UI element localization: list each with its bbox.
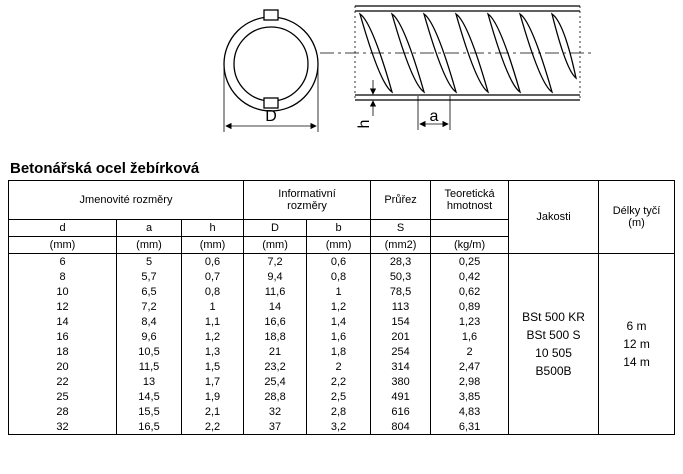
grade-item: 10 505 — [535, 346, 572, 360]
table-cell: 804 — [371, 419, 431, 435]
table-cell: 0,25 — [431, 254, 509, 270]
subheader-D: D — [244, 220, 307, 237]
table-cell: 9,6 — [117, 329, 182, 344]
dimension-D-label: D — [265, 108, 277, 125]
table-cell: 1,9 — [182, 389, 244, 404]
header-informative: Informativní rozměry — [244, 181, 371, 220]
table-cell: 37 — [244, 419, 307, 435]
table-cell: 25 — [9, 389, 117, 404]
unit-cell: (kg/m) — [431, 237, 509, 254]
dimension-a-label: a — [429, 108, 439, 125]
grades-cell — [509, 254, 599, 435]
table-cell: 16,6 — [244, 314, 307, 329]
table-body — [9, 254, 675, 435]
table-cell: 16,5 — [117, 419, 182, 435]
table-row — [9, 254, 675, 270]
table-cell: 3,85 — [431, 389, 509, 404]
table-cell: 18 — [9, 344, 117, 359]
table-cell: 78,5 — [371, 284, 431, 299]
header-lengths: Délky tyčí (m) — [599, 181, 675, 254]
unit-cell: (mm2) — [371, 237, 431, 254]
table-cell: 0,8 — [307, 269, 371, 284]
table-cell: 1 — [307, 284, 371, 299]
grade-item: BSt 500 KR — [522, 310, 585, 324]
table-cell: 3,2 — [307, 419, 371, 435]
unit-cell: (mm) — [244, 237, 307, 254]
table-cell: 2 — [307, 359, 371, 374]
table-cell: 2,5 — [307, 389, 371, 404]
table-cell: 0,6 — [307, 254, 371, 270]
table-title: Betonářská ocel žebírková — [10, 160, 200, 177]
rebar-spec-table — [8, 180, 675, 435]
table-cell: 1,7 — [182, 374, 244, 389]
table-cell: 2,98 — [431, 374, 509, 389]
table-cell: 15,5 — [117, 404, 182, 419]
table-cell: 28,8 — [244, 389, 307, 404]
length-item: 6 m — [626, 319, 647, 333]
table-cell: 0,89 — [431, 299, 509, 314]
rebar-drawing — [0, 0, 683, 160]
table-cell: 28,3 — [371, 254, 431, 270]
table-cell: 2,1 — [182, 404, 244, 419]
unit-cell: (mm) — [182, 237, 244, 254]
lengths-cell — [599, 254, 675, 435]
table-cell: 8,4 — [117, 314, 182, 329]
table-cell: 1,6 — [307, 329, 371, 344]
table-cell: 2,8 — [307, 404, 371, 419]
table-cell: 5,7 — [117, 269, 182, 284]
table-cell: 25,4 — [244, 374, 307, 389]
table-cell: 201 — [371, 329, 431, 344]
table-cell: 0,6 — [182, 254, 244, 270]
table-cell: 21 — [244, 344, 307, 359]
subheader-d: d — [9, 220, 117, 237]
grade-item: B500B — [535, 364, 572, 378]
unit-cell: (mm) — [9, 237, 117, 254]
table-cell: 18,8 — [244, 329, 307, 344]
table-cell: 6,31 — [431, 419, 509, 435]
subheader-a: a — [117, 220, 182, 237]
table-cell: 1 — [182, 299, 244, 314]
table-cell: 8 — [9, 269, 117, 284]
table-cell: 1,23 — [431, 314, 509, 329]
length-item: 12 m — [623, 337, 650, 351]
table-cell: 1,2 — [182, 329, 244, 344]
table-cell: 14,5 — [117, 389, 182, 404]
table-cell: 32 — [9, 419, 117, 435]
table-cell: 491 — [371, 389, 431, 404]
table-cell: 7,2 — [244, 254, 307, 270]
table-cell: 16 — [9, 329, 117, 344]
table-cell: 1,3 — [182, 344, 244, 359]
table-cell: 1,5 — [182, 359, 244, 374]
table-cell: 12 — [9, 299, 117, 314]
table-cell: 314 — [371, 359, 431, 374]
table-cell: 10,5 — [117, 344, 182, 359]
table-cell: 10 — [9, 284, 117, 299]
table-cell: 6 — [9, 254, 117, 270]
header-nominal: Jmenovité rozměry — [9, 181, 244, 220]
table-cell: 154 — [371, 314, 431, 329]
header-theoretical: Teoretická hmotnost — [431, 181, 509, 220]
unit-cell: (mm) — [307, 237, 371, 254]
table-cell: 1,4 — [307, 314, 371, 329]
table-cell: 13 — [117, 374, 182, 389]
subheader-h: h — [182, 220, 244, 237]
header-section: Průřez — [371, 181, 431, 220]
table-cell: 1,8 — [307, 344, 371, 359]
table-cell: 5 — [117, 254, 182, 270]
table-cell: 32 — [244, 404, 307, 419]
table-cell: 2,47 — [431, 359, 509, 374]
subheader-S: S — [371, 220, 431, 237]
table-cell: 28 — [9, 404, 117, 419]
unit-cell: (mm) — [117, 237, 182, 254]
table-cell: 0,7 — [182, 269, 244, 284]
length-item: 14 m — [623, 355, 650, 369]
table-cell: 14 — [244, 299, 307, 314]
table-cell: 2,2 — [307, 374, 371, 389]
table-cell: 1,2 — [307, 299, 371, 314]
table-cell: 22 — [9, 374, 117, 389]
table-cell: 1,6 — [431, 329, 509, 344]
table-cell: 23,2 — [244, 359, 307, 374]
table-cell: 14 — [9, 314, 117, 329]
table-cell: 50,3 — [371, 269, 431, 284]
table-cell: 0,62 — [431, 284, 509, 299]
table-cell: 0,8 — [182, 284, 244, 299]
table-cell: 2,2 — [182, 419, 244, 435]
dimension-h-label: h — [356, 119, 373, 129]
grade-item: BSt 500 S — [526, 328, 581, 342]
subheader-b: b — [307, 220, 371, 237]
table-cell: 20 — [9, 359, 117, 374]
header-grade: Jakosti — [509, 181, 599, 254]
table-cell: 11,5 — [117, 359, 182, 374]
table-cell: 7,2 — [117, 299, 182, 314]
table-cell: 254 — [371, 344, 431, 359]
table-cell: 9,4 — [244, 269, 307, 284]
table-cell: 380 — [371, 374, 431, 389]
subheader-empty — [431, 220, 509, 237]
rebar-side-view — [355, 6, 580, 130]
table-cell: 1,1 — [182, 314, 244, 329]
table-cell: 4,83 — [431, 404, 509, 419]
table-cell: 11,6 — [244, 284, 307, 299]
table-cell: 6,5 — [117, 284, 182, 299]
table-cell: 113 — [371, 299, 431, 314]
table-cell: 0,42 — [431, 269, 509, 284]
table-cell: 616 — [371, 404, 431, 419]
table-cell: 2 — [431, 344, 509, 359]
